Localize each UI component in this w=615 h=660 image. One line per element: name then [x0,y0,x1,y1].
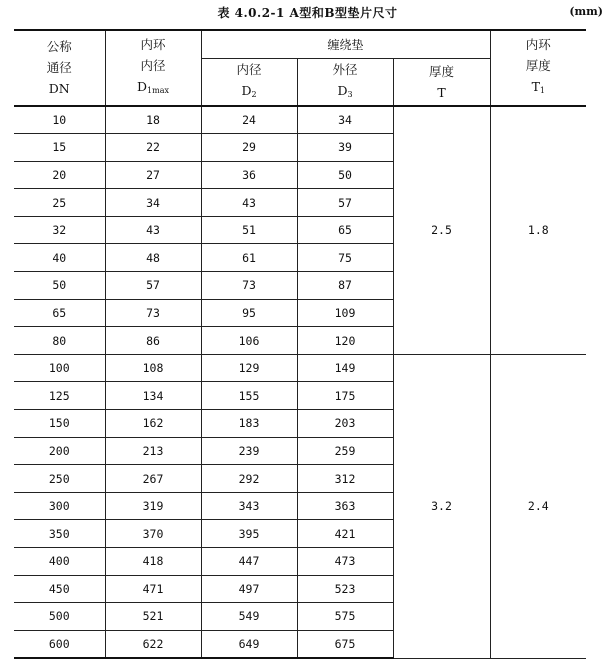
cell-dn: 80 [14,327,105,355]
cell-inner-ring-id: 370 [105,520,201,548]
cell-dn: 32 [14,216,105,244]
cell-spiral-od: 109 [297,299,393,327]
header-nominal-diameter: 公称 通径 DN [14,30,105,106]
cell-inner-ring-id: 27 [105,161,201,189]
cell-spiral-thickness: 3.2 [393,354,490,658]
cell-dn: 15 [14,134,105,162]
cell-spiral-thickness: 2.5 [393,106,490,355]
cell-spiral-od: 39 [297,134,393,162]
cell-dn: 40 [14,244,105,272]
header-spiral-id: 内径 $D_2$ [201,58,297,106]
cell-spiral-od: 259 [297,437,393,465]
cell-spiral-od: 175 [297,382,393,410]
cell-inner-ring-id: 418 [105,548,201,576]
cell-spiral-od: 473 [297,548,393,576]
cell-spiral-id: 61 [201,244,297,272]
cell-spiral-id: 36 [201,161,297,189]
gasket-dimension-table [14,29,586,659]
cell-inner-ring-id: 57 [105,272,201,300]
table-row [14,106,586,134]
cell-dn: 250 [14,465,105,493]
cell-spiral-od: 120 [297,327,393,355]
cell-inner-ring-id: 319 [105,492,201,520]
cell-inner-ring-id: 43 [105,216,201,244]
cell-inner-ring-thickness: 1.8 [490,106,586,355]
cell-inner-ring-id: 48 [105,244,201,272]
cell-dn: 10 [14,106,105,134]
cell-spiral-od: 363 [297,492,393,520]
cell-spiral-id: 73 [201,272,297,300]
header-spiral-thickness: 厚度 T [393,58,490,106]
cell-inner-ring-id: 134 [105,382,201,410]
cell-dn: 65 [14,299,105,327]
cell-dn: 125 [14,382,105,410]
cell-dn: 500 [14,603,105,631]
cell-dn: 200 [14,437,105,465]
cell-spiral-od: 421 [297,520,393,548]
cell-spiral-id: 292 [201,465,297,493]
cell-inner-ring-id: 73 [105,299,201,327]
cell-inner-ring-id: 521 [105,603,201,631]
cell-spiral-od: 57 [297,189,393,217]
cell-inner-ring-id: 86 [105,327,201,355]
cell-spiral-id: 183 [201,410,297,438]
cell-spiral-id: 343 [201,492,297,520]
table-body [14,106,586,659]
header-spiral-wound-group: 缠绕垫 [201,30,490,58]
cell-spiral-od: 203 [297,410,393,438]
cell-dn: 20 [14,161,105,189]
cell-inner-ring-thickness: 2.4 [490,354,586,658]
cell-spiral-id: 43 [201,189,297,217]
cell-spiral-od: 75 [297,244,393,272]
cell-dn: 25 [14,189,105,217]
cell-spiral-od: 523 [297,575,393,603]
cell-spiral-od: 34 [297,106,393,134]
cell-spiral-id: 395 [201,520,297,548]
cell-spiral-id: 106 [201,327,297,355]
cell-dn: 600 [14,630,105,658]
cell-spiral-id: 24 [201,106,297,134]
cell-spiral-id: 51 [201,216,297,244]
cell-inner-ring-id: 108 [105,354,201,382]
cell-dn: 150 [14,410,105,438]
cell-spiral-od: 312 [297,465,393,493]
header-inner-ring-thickness: 内环 厚度 $T_1$ [490,30,586,106]
cell-inner-ring-id: 18 [105,106,201,134]
header-spiral-od: 外径 $D_3$ [297,58,393,106]
cell-spiral-id: 95 [201,299,297,327]
cell-spiral-id: 129 [201,354,297,382]
header-inner-ring-id: 内环 内径 $D_{1max}$ [105,30,201,106]
cell-spiral-id: 649 [201,630,297,658]
cell-spiral-od: 575 [297,603,393,631]
cell-dn: 450 [14,575,105,603]
cell-dn: 100 [14,354,105,382]
cell-inner-ring-id: 622 [105,630,201,658]
cell-dn: 350 [14,520,105,548]
cell-inner-ring-id: 22 [105,134,201,162]
cell-spiral-od: 87 [297,272,393,300]
cell-spiral-od: 50 [297,161,393,189]
cell-spiral-id: 239 [201,437,297,465]
cell-inner-ring-id: 213 [105,437,201,465]
cell-spiral-id: 549 [201,603,297,631]
cell-spiral-od: 65 [297,216,393,244]
unit-label: (mm) [569,5,603,18]
cell-spiral-id: 155 [201,382,297,410]
table-title: 表 4.0.2-1 A型和B型垫片尺寸 [217,6,398,20]
cell-dn: 300 [14,492,105,520]
cell-inner-ring-id: 162 [105,410,201,438]
cell-dn: 50 [14,272,105,300]
cell-dn: 400 [14,548,105,576]
cell-spiral-od: 149 [297,354,393,382]
cell-spiral-id: 447 [201,548,297,576]
cell-inner-ring-id: 267 [105,465,201,493]
cell-inner-ring-id: 34 [105,189,201,217]
cell-spiral-od: 675 [297,630,393,658]
cell-inner-ring-id: 471 [105,575,201,603]
cell-spiral-id: 497 [201,575,297,603]
cell-spiral-id: 29 [201,134,297,162]
table-row [14,354,586,382]
